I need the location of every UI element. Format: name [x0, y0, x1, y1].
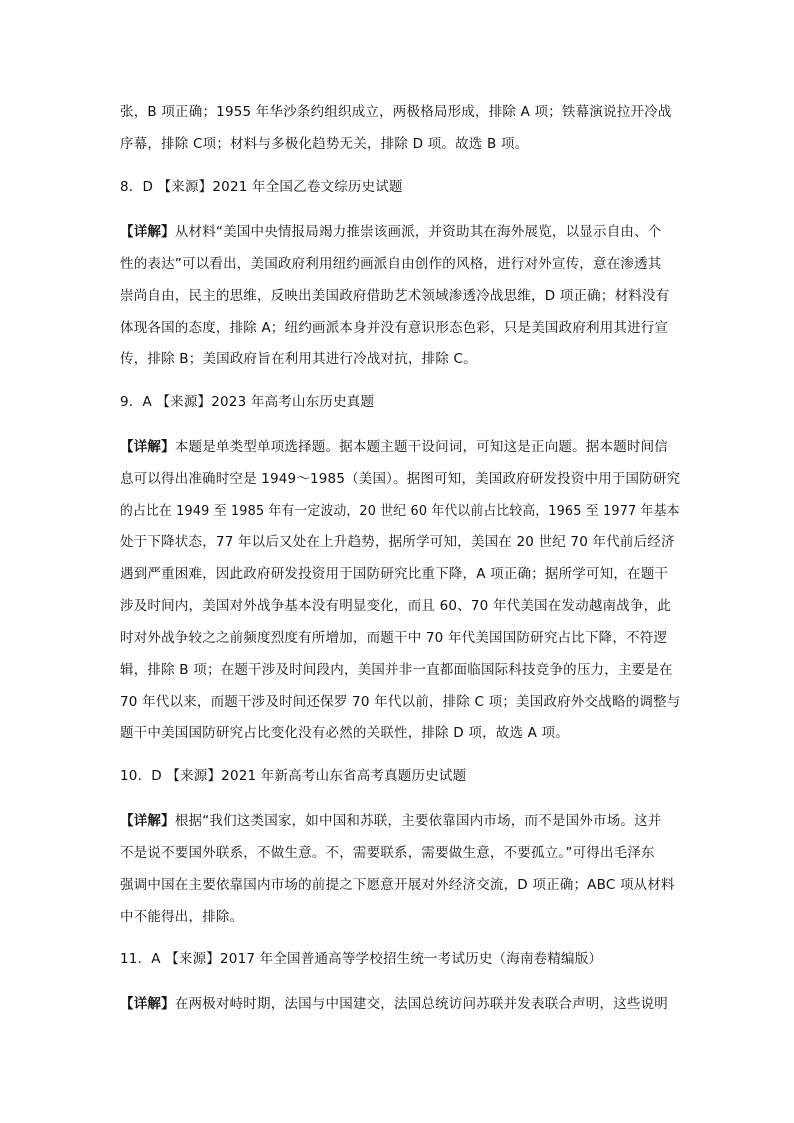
body-line: 体现各国的态度，排除 A；纽约画派本身并没有意识形态色彩，只是美国政府利用其进行宣: [120, 320, 669, 336]
detail-text: 从材料“美国中央情报局竭力推崇该画派，并资助其在海外展览，以显示自由、个: [174, 224, 662, 240]
detail-text: 本题是单类型单项选择题。据本题主题干设问词，可知这是正向题。据本题时间信: [174, 439, 669, 455]
body-line: 70 年代以来，而题干涉及时间还保罗 70 年代以前，排除 C 项；美国政府外交战略的调整与: [120, 694, 681, 710]
detail-text: 在两极对峙时期，法国与中国建交，法国总统访问苏联并发表联合声明，这些说明: [174, 996, 669, 1012]
answer-heading: 9．A 【来源】2023 年高考山东历史真题: [120, 394, 375, 410]
body-line: 中不能得出，排除。: [120, 909, 244, 925]
body-line: 处于下降状态，77 年以后又处在上升趋势，据所学可知，美国在 20 世纪 70 年代前后经济: [120, 534, 675, 550]
body-line: 遇到严重困难，因此政府研发投资用于国防研究比重下降，A 项正确；据所学可知，在题干: [120, 566, 669, 582]
body-line: 传，排除 B；美国政府旨在利用其进行冷战对抗，排除 C。: [120, 351, 477, 367]
body-line: 性的表达”可以看出，美国政府利用纽约画派自由创作的风格，进行对外宣传，意在渗透其: [120, 256, 662, 272]
detail-first-line: [120, 222, 680, 242]
answer-heading: 10．D 【来源】2021 年新高考山东省高考真题历史试题: [120, 768, 467, 784]
body-line: 不是说不要国外联系，不做生意。不，需要联系，需要做生意，不要孤立。”可得出毛泽东: [120, 845, 655, 861]
body-line: 辑，排除 B 项；在题干涉及时间段内，美国并非一直都面临国际科技竞争的压力，主要是在: [120, 662, 673, 678]
detail-tag: 【详解】: [120, 996, 175, 1012]
detail-text: 根据“我们这类国家，如中国和苏联，主要依靠国内市场，而不是国外市场。这并: [174, 813, 662, 829]
detail-first-line: [120, 994, 680, 1014]
detail-tag: 【详解】: [120, 439, 175, 455]
body-line: 息可以得出准确时空是 1949～1985（美国）。据图可知，美国政府研发投资中用于国防研究: [120, 471, 681, 487]
detail-tag: 【详解】: [120, 813, 175, 829]
body-line: 的占比在 1949 至 1985 年有一定波动，20 世纪 60 年代以前占比较高，1965 至 1977 年基本: [120, 503, 680, 519]
body-line: 涉及时间内，美国对外战争基本没有明显变化，而且 60、70 年代美国在发动越南战争，此: [120, 598, 672, 614]
answer-heading: 8．D 【来源】2021 年全国乙卷文综历史试题: [120, 179, 403, 195]
detail-tag: 【详解】: [120, 224, 175, 240]
body-line: 崇尚自由，民主的思维，反映出美国政府借助艺术领域渗透冷战思维，D 项正确；材料没有: [120, 288, 670, 304]
detail-first-line: [120, 437, 680, 457]
body-line: 强调中国在主要依靠国内市场的前提之下愿意开展对外经济交流，D 项正确；ABC 项从材料: [120, 877, 675, 893]
answer-heading: 11．A 【来源】2017 年全国普通高等学校招生统一考试历史（海南卷精编版）: [120, 951, 603, 967]
body-line: 题干中美国国防研究占比变化没有必然的关联性，排除 D 项，故选 A 项。: [120, 725, 569, 741]
body-line: 张，B 项正确；1955 年华沙条约组织成立，两极格局形成，排除 A 项；铁幕演说拉开冷战: [120, 104, 672, 120]
detail-first-line: [120, 811, 680, 831]
body-line: 时对外战争较之之前频度烈度有所增加，而题干中 70 年代美国国防研究占比下降，不符逻: [120, 630, 668, 646]
body-line: 序幕，排除 C项；材料与多极化趋势无关，排除 D 项。故选 B 项。: [120, 136, 529, 152]
